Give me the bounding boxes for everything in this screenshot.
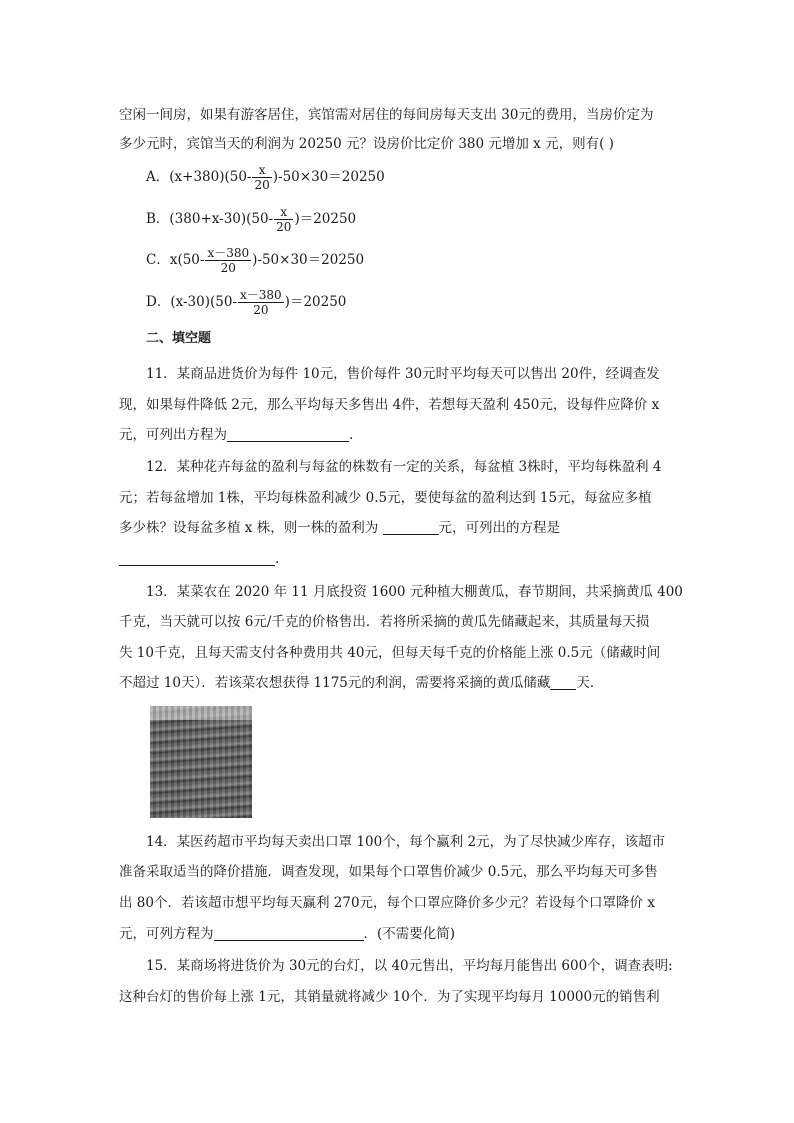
- q13-line-2: 千克，当天就可以按 6元/千克的价格售出．若将所采摘的黄瓜先储藏起来，其质量每天损: [119, 614, 650, 630]
- q14-line-1: 14．某医药超市平均每天卖出口罩 100个，每个赢利 2元，为了尽快减少库存，该超市: [146, 834, 666, 850]
- q10-option-c[interactable]: [146, 246, 702, 275]
- q11-answer-blank[interactable]: [227, 425, 349, 442]
- option-b-suffix: )＝20250: [294, 211, 357, 227]
- option-a-fraction: $\frac{x}{20}$: [254, 163, 270, 192]
- q15-line-1: 15．某商场将进货价为 30元的台灯，以 40元售出，平均每月能售出 600个，调查表明:: [146, 958, 673, 974]
- q13-line-3: 失 10千克，且每天需支付各种费用共 40元，但每天每千克的价格能上涨 0.5元（储藏时间: [119, 645, 661, 661]
- q12-profit-blank[interactable]: [383, 518, 439, 535]
- q12-line-2: 元；若每盆增加 1株，平均每株盈利减少 0.5元，要使每盆的盈利达到 15元，每盆应多植: [119, 490, 652, 506]
- option-c-fraction: $\frac{x-380}{20}$: [207, 246, 250, 275]
- q10-line-2: 多少元时，宾馆当天的利润为 20250 元？设房价比定价 380 元增加 x 元，则有( ): [119, 136, 614, 152]
- q10-option-b[interactable]: [146, 205, 702, 234]
- q15-line-2: 这种台灯的售价每上涨 1元，其销量就将减少 10个．为了实现平均每月 10000元的销售利: [119, 989, 660, 1005]
- q11-line-2: 现，如果每件降低 2元，那么平均每天多售出 4件，若想每天盈利 450元，设每件应降价 x: [119, 397, 660, 413]
- q13-line-1: 13．某菜农在 2020 年 11 月底投资 1600 元种植大棚黄瓜，春节期间，共采摘黄瓜 400: [146, 584, 683, 600]
- q12-line-1: 12．某种花卉每盆的盈利与每盆的株数有一定的关系，每盆植 3株时，平均每株盈利 4: [146, 459, 662, 475]
- cucumber-photo: [150, 706, 252, 818]
- q12-line-3: 多少株？设每盆多植 x 株，则一株的盈利为 元，可列出的方程是: [119, 520, 560, 536]
- option-d-fraction: $\frac{x-380}{20}$: [239, 288, 282, 317]
- q14-line-4: 元，可列方程为 ．(不需要化简): [119, 926, 456, 942]
- q13-line-4: 不超过 10天）．若该菜农想获得 1175元的利润，需要将采摘的黄瓜储藏 天．: [119, 675, 604, 691]
- q12-line-4: .: [119, 545, 675, 574]
- option-a-suffix: )-50×30＝20250: [272, 169, 385, 185]
- q14-answer-blank[interactable]: [214, 924, 364, 941]
- option-d-prefix: D．(x-30)(50-: [146, 294, 237, 310]
- q10-line-1: 空闲一间房，如果有游客居住，宾馆需对居住的每间房每天支出 30元的费用，当房价定为: [119, 107, 654, 123]
- q11-line-3: 元，可列出方程为 .: [119, 427, 354, 443]
- option-c-suffix: )-50×30＝20250: [252, 252, 365, 268]
- option-b-prefix: B．(380+x-30)(50-: [146, 211, 274, 227]
- q11-line-1: 11．某商品进货价为每件 10元，售价每件 30元时平均每天可以售出 20件，经调查发: [146, 366, 660, 382]
- section-heading-fill-blank: 二、填空题: [146, 331, 212, 346]
- option-b-fraction: $\frac{x}{20}$: [276, 205, 292, 234]
- q14-line-3: 出 80个．若该超市想平均每天赢利 270元，每个口罩应降价多少元？若设每个口罩降价 x: [119, 895, 655, 911]
- q12-equation-blank[interactable]: [119, 549, 275, 566]
- q14-line-2: 准备采取适当的降价措施．调查发现，如果每个口罩售价减少 0.5元，那么平均每天可多售: [119, 864, 658, 880]
- q10-option-a[interactable]: [146, 163, 702, 192]
- option-d-suffix: )＝20250: [284, 294, 347, 310]
- option-c-prefix: C．x(50-: [146, 252, 205, 268]
- option-a-prefix: A．(x+380)(50-: [146, 169, 252, 185]
- q13-days-blank[interactable]: [550, 673, 576, 690]
- q10-option-d[interactable]: [146, 288, 702, 317]
